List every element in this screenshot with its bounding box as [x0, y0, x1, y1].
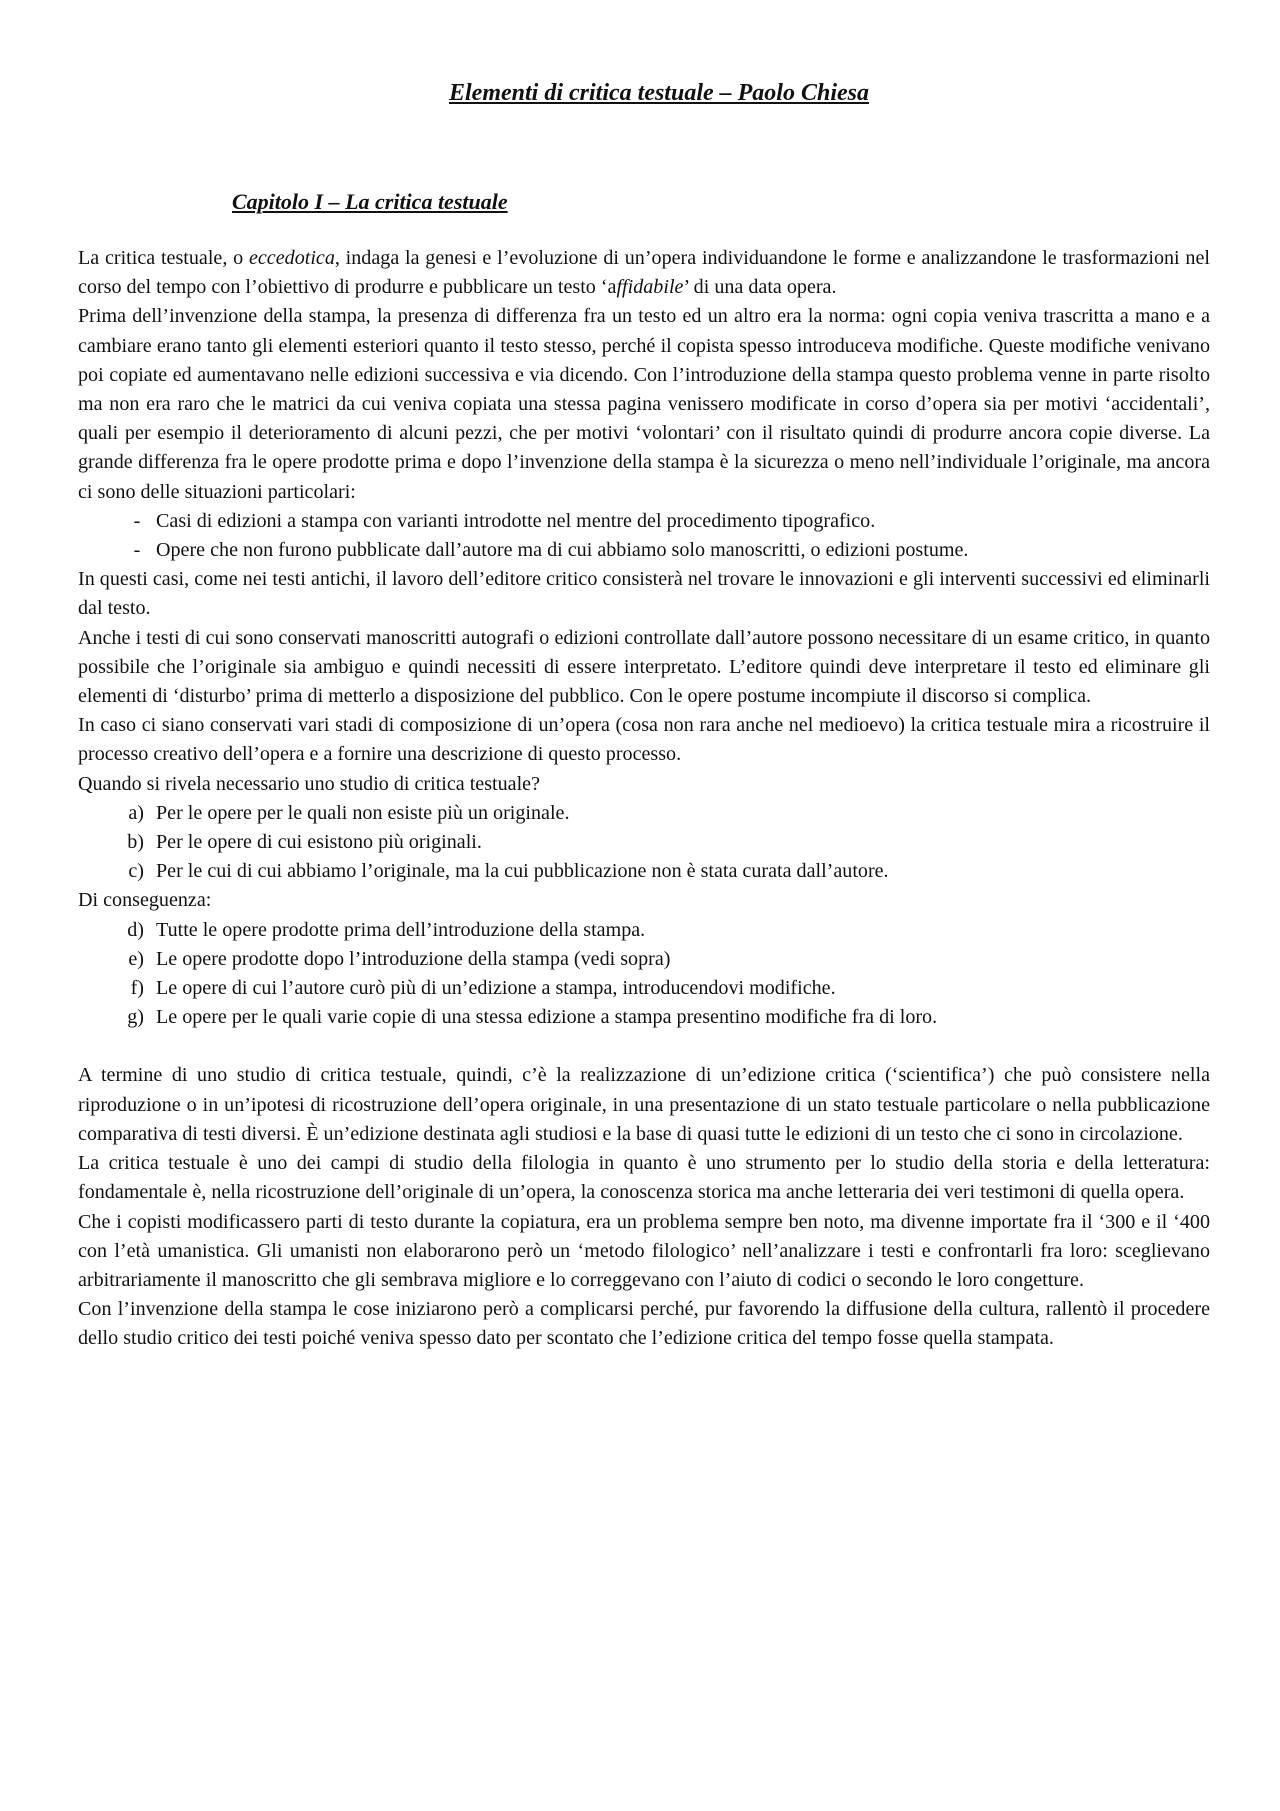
list-marker: e) — [128, 947, 144, 970]
list-item-text: Casi di edizioni a stampa con varianti introdotte nel mentre del procedimento tipografico. — [156, 509, 876, 532]
chapter-heading: Capitolo I – La critica testuale — [232, 189, 508, 214]
dash-list — [78, 507, 1210, 565]
italic-term: ffidabile — [616, 276, 684, 299]
paragraph-gap — [78, 1032, 1210, 1061]
paragraph: Che i copisti modificassero parti di testo durante la copiatura, era un problema sempre ben noto, ma divenne importate fra il ‘300 e il ‘400 con l’età umanistica. Gli umanisti non elaborarono però un ‘metodo filologico’ nell’analizzare i testi e confrontarli fra loro: sceglievano arbitrariamente il manoscritto che gli sembrava migliore e lo correggevano con l’aiuto di codici o secondo le loro congetture. — [78, 1210, 1210, 1291]
lettered-list-2 — [78, 916, 1210, 1033]
list-item — [78, 916, 1210, 945]
list-item-text: Per le opere di cui esistono più originali. — [156, 831, 482, 854]
paragraph-intro — [78, 244, 1210, 302]
list-item — [78, 974, 1210, 1003]
paragraph: In questi casi, come nei testi antichi, il lavoro dell’editore critico consisterà nel trovare le innovazioni e gli interventi successivi ed eliminarli dal testo. — [78, 568, 1210, 620]
paragraph: Prima dell’invenzione della stampa, la presenza di differenza fra un testo ed un altro era la norma: ogni copia veniva trascritta a mano e a cambiare erano tanto gli elementi esteriori quanto il testo stesso, perché il copista spesso introduceva modifiche. Queste modifiche venivano poi copiate ed aumentavano nelle edizioni successiva e via dicendo. Con l’introduzione della stampa questo problema venne in parte risolto ma non era raro che le matrici da cui veniva copiata una stessa pagina venissero modificate in corso d’opera sia per motivi ‘accidentali’, quali per esempio il deterioramento di alcuni pezzi, che per motivi ‘volontari’ con il risultato quindi di produrre ancora copie diverse. La grande differenza fra le opere prodotte prima e dopo l’invenzione della stampa è la sicurezza o meno nell’individuale l’originale, ma ancora ci sono delle situazioni particolari: — [78, 305, 1210, 503]
paragraph-question: Quando si rivela necessario uno studio di critica testuale? — [78, 772, 541, 795]
paragraph-text: ’ di una data opera. — [683, 276, 837, 299]
list-item — [78, 507, 1210, 536]
list-item — [78, 536, 1210, 565]
list-item-text: Tutte le opere prodotte prima dell’introduzione della stampa. — [156, 918, 646, 941]
list-marker: d) — [127, 918, 144, 941]
lettered-list-1 — [78, 799, 1210, 887]
paragraph: A termine di uno studio di critica testuale, quindi, c’è la realizzazione di un’edizione critica (‘scientifica’) che può consistere nella riproduzione o in un’ipotesi di ricostruzione dell’opera originale, in una presentazione di un stato testuale particolare o nella pubblicazione comparativa di testi diversi. È un’edizione destinata agli studiosi e la base di quasi tutte le edizioni di un testo che ci sono in circolazione. — [78, 1064, 1210, 1145]
list-item-text: Le opere di cui l’autore curò più di un’edizione a stampa, introducendovi modifiche. — [156, 977, 836, 1000]
list-marker: b) — [127, 831, 144, 854]
paragraph: In caso ci siano conservati vari stadi di composizione di un’opera (cosa non rara anche nel medioevo) la critica testuale mira a ricostruire il processo creativo dell’opera e a fornire una descrizione di questo processo. — [78, 714, 1210, 766]
list-marker: c) — [128, 860, 144, 883]
paragraph: Con l’invenzione della stampa le cose iniziarono però a complicarsi perché, pur favorendo la diffusione della cultura, rallentò il procedere dello studio critico dei testi poiché veniva spesso dato per scontato che l’edizione critica del tempo fosse quella stampata. — [78, 1298, 1210, 1350]
list-item — [78, 828, 1210, 857]
list-item-text: Le opere per le quali varie copie di una stessa edizione a stampa presentino modifiche fra di loro. — [156, 1006, 938, 1029]
paragraph: Di conseguenza: — [78, 889, 212, 912]
paragraph-text: , indaga la genesi e l’evoluzione di un’opera individuandone le forme e analizzandone le trasformazioni nel corso del tempo con l’obiettivo di produrre e pubblicare un testo ‘a — [78, 247, 1210, 299]
italic-term: eccedotica — [248, 247, 335, 269]
list-marker: - — [133, 539, 141, 562]
list-item — [78, 857, 1210, 886]
list-marker: a) — [128, 801, 144, 824]
paragraph: La critica testuale è uno dei campi di studio della filologia in quanto è uno strumento per lo studio della storia e della letteratura: fondamentale è, nella ricostruzione dell’originale di un’opera, la conoscenza storica ma anche letteraria dei veri testimoni di quella opera. — [78, 1152, 1210, 1204]
paragraph: Anche i testi di cui sono conservati manoscritti autografi o edizioni controllate dall’autore possono necessitare di un esame critico, in quanto possibile che l’originale sia ambiguo e quindi necessiti di essere interpretato. L’editore quindi deve interpretare il testo ed eliminare gli elementi di ‘disturbo’ prima di metterlo a disposizione del pubblico. Con le opere postume incompiute il discorso si complica. — [78, 626, 1210, 708]
list-item-text: Per le cui di cui abbiamo l’originale, ma la cui pubblicazione non è stata curata dall’autore. — [156, 860, 889, 883]
list-item-text: Opere che non furono pubblicate dall’autore ma di cui abbiamo solo manoscritti, o edizioni postume. — [156, 539, 969, 562]
list-item — [78, 1003, 1210, 1032]
list-item-text: Per le opere per le quali non esiste più un originale. — [156, 801, 570, 824]
list-marker: f) — [130, 977, 144, 1000]
list-marker: - — [133, 509, 141, 532]
document-title: Elementi di critica testuale – Paolo Chiesa — [449, 80, 869, 106]
list-item — [78, 799, 1210, 828]
document-body — [78, 244, 1210, 1354]
list-item-text: Le opere prodotte dopo l’introduzione della stampa (vedi sopra) — [156, 947, 671, 970]
paragraph-text: La critica testuale, o — [78, 247, 249, 269]
list-marker: g) — [127, 1006, 144, 1029]
list-item — [78, 945, 1210, 974]
